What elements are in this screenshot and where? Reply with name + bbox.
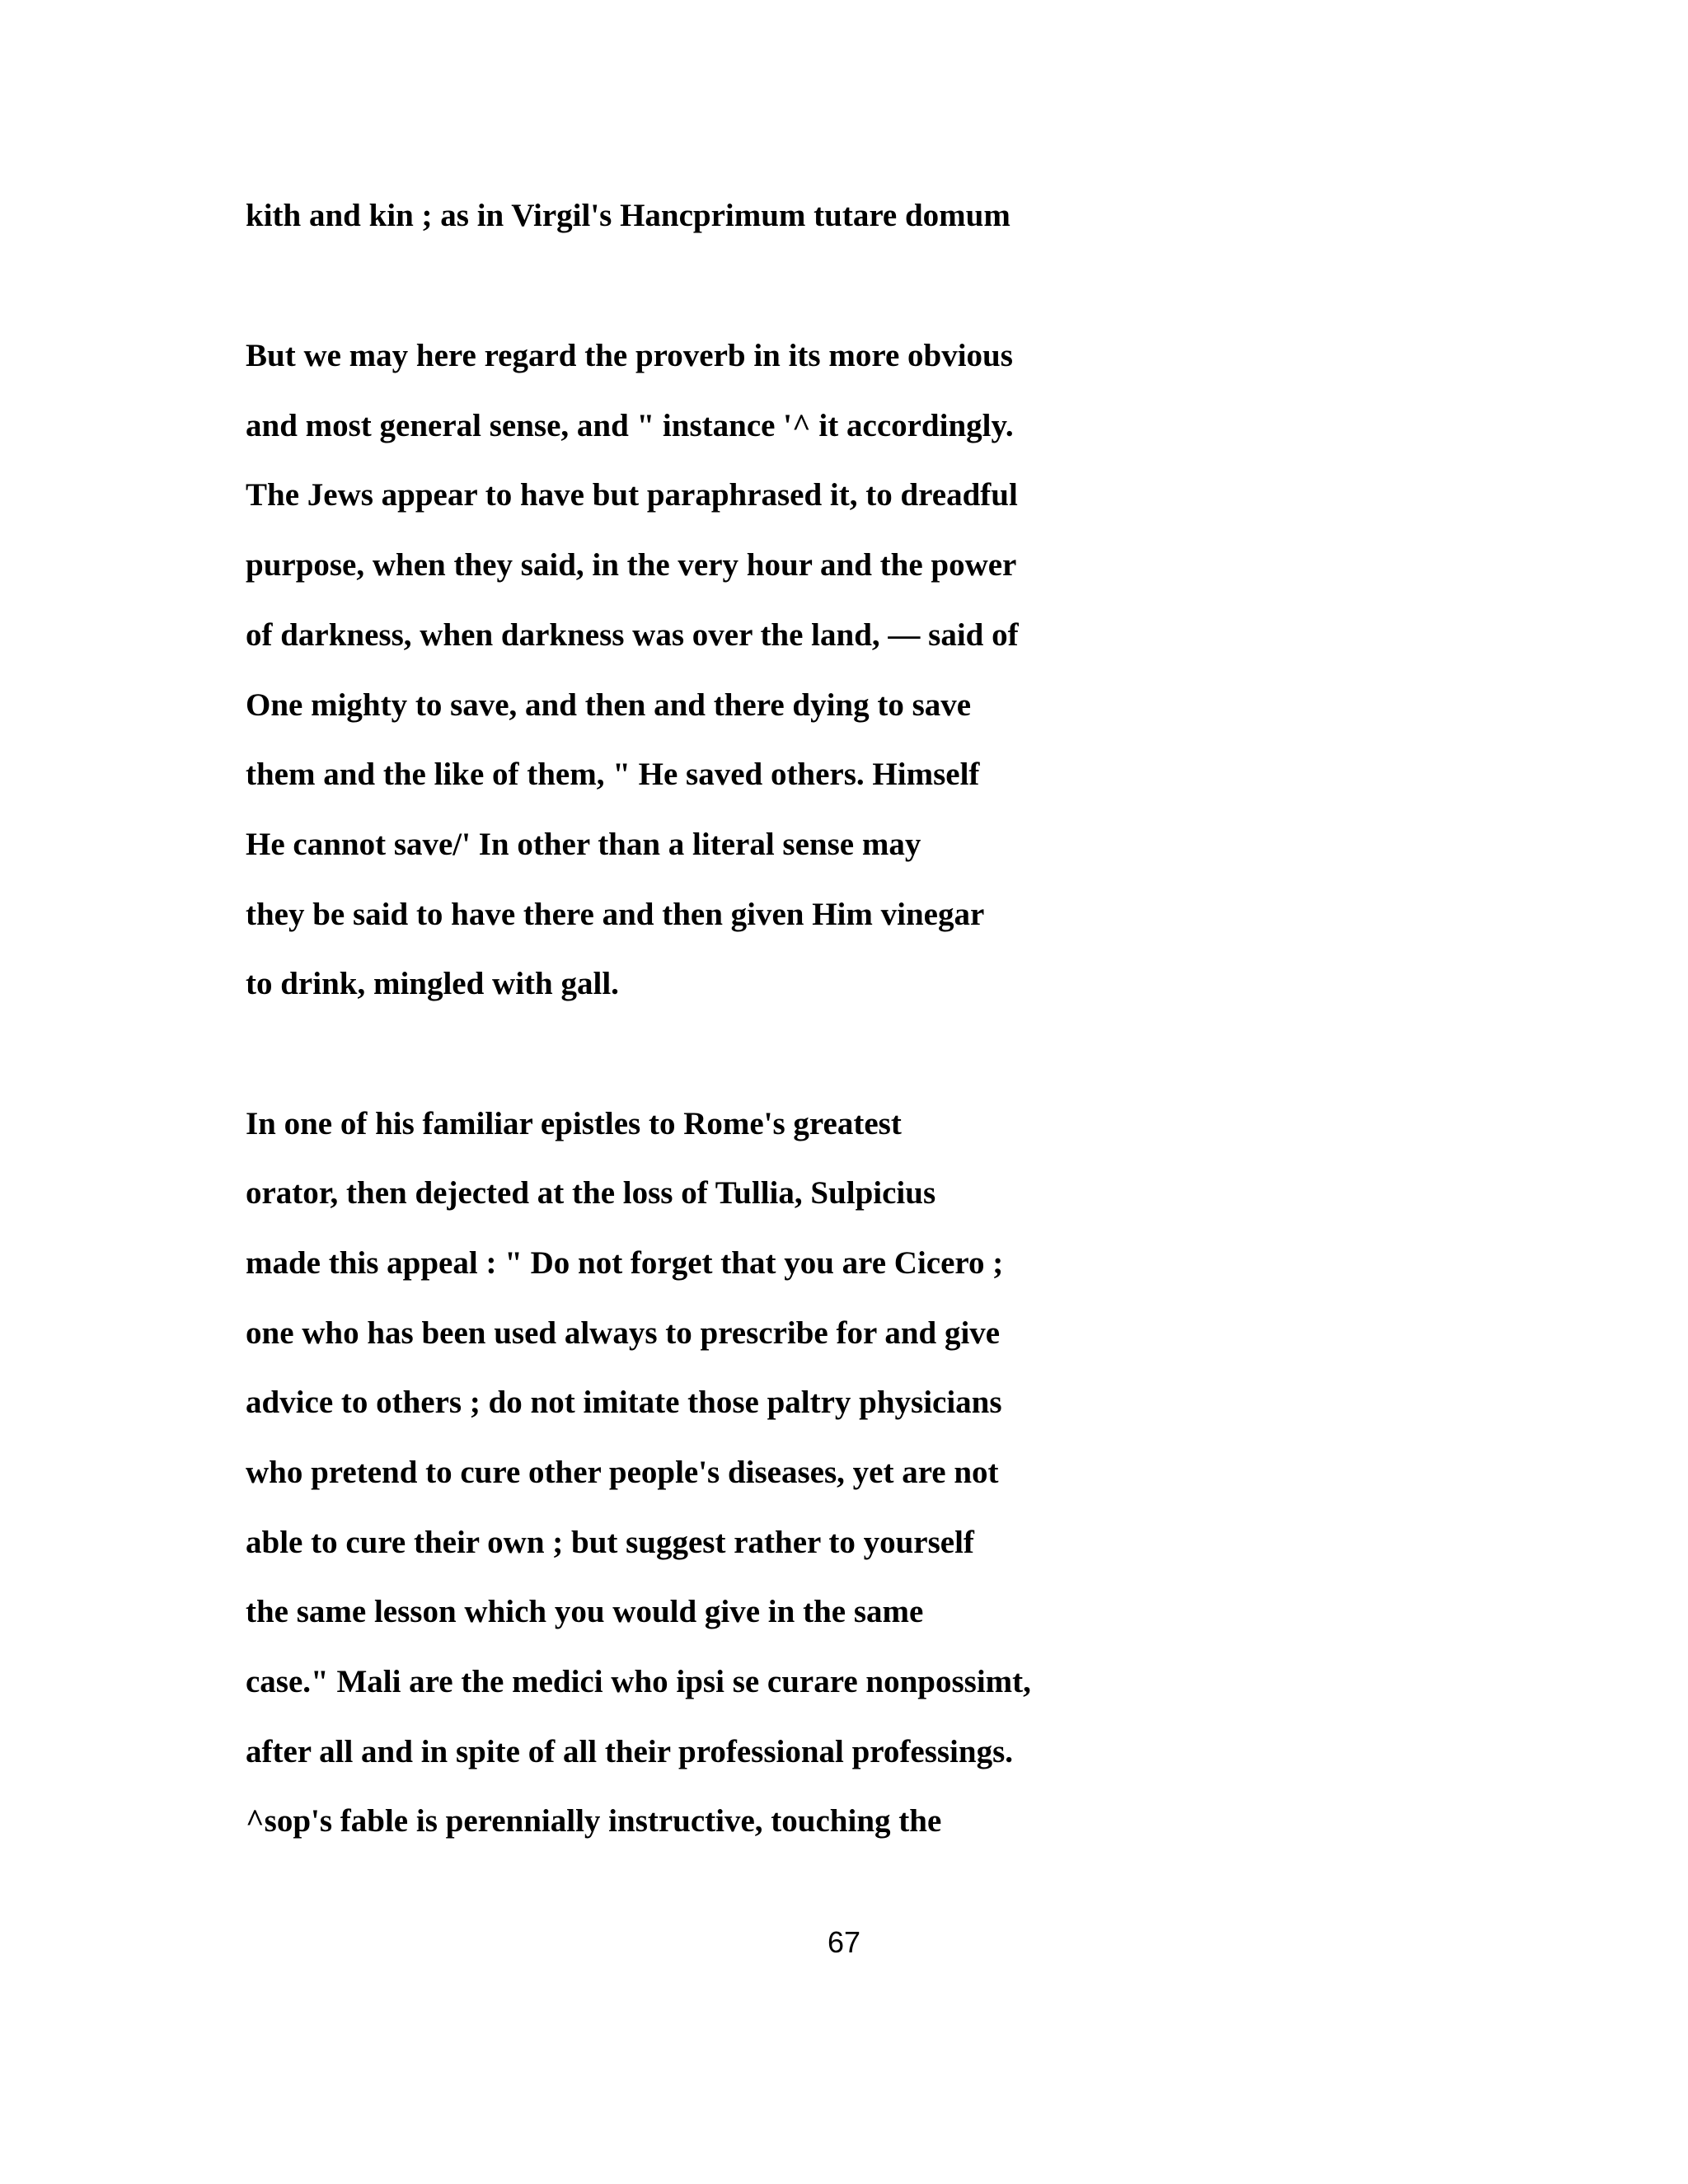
page-number: 67 <box>827 1925 861 1959</box>
text-line: one who has been used always to prescribe for and give <box>246 1315 1001 1351</box>
text-line: after all and in spite of all their professional professings. <box>246 1734 1014 1769</box>
text-line: made this appeal : " Do not forget that you are Cicero ; <box>246 1245 1004 1281</box>
text-line: kith and kin ; as in Virgil's Hancprimum tutare domum <box>246 198 1010 233</box>
text-line: But we may here regard the proverb in its more obvious <box>246 338 1013 373</box>
text-line: In one of his familiar epistles to Rome's greatest <box>246 1106 902 1141</box>
text-line: of darkness, when darkness was over the land, — said of <box>246 617 1019 653</box>
text-line: purpose, when they said, in the very hour and the power <box>246 547 1017 583</box>
text-line: they be said to have there and then given Him vinegar <box>246 897 985 932</box>
text-line: He cannot save/' In other than a literal sense may <box>246 827 921 862</box>
text-line: who pretend to cure other people's diseases, yet are not <box>246 1455 999 1490</box>
text-line: The Jews appear to have but paraphrased it, to dreadful <box>246 477 1018 513</box>
text-line: One mighty to save, and then and there dying to save <box>246 687 972 723</box>
text-line: advice to others ; do not imitate those paltry physicians <box>246 1385 1002 1420</box>
text-line: orator, then dejected at the loss of Tullia, Sulpicius <box>246 1175 936 1211</box>
text-line: the same lesson which you would give in the same <box>246 1594 924 1629</box>
text-line: case." Mali are the medici who ipsi se curare nonpossimt, <box>246 1664 1031 1699</box>
text-line: to drink, mingled with gall. <box>246 966 619 1001</box>
text-line: them and the like of them, " He saved others. Himself <box>246 757 980 792</box>
text-line: and most general sense, and " instance '^ it accordingly. <box>246 408 1014 443</box>
text-line: able to cure their own ; but suggest rather to yourself <box>246 1525 974 1560</box>
text-line: ^sop's fable is perennially instructive, touching the <box>246 1803 942 1839</box>
